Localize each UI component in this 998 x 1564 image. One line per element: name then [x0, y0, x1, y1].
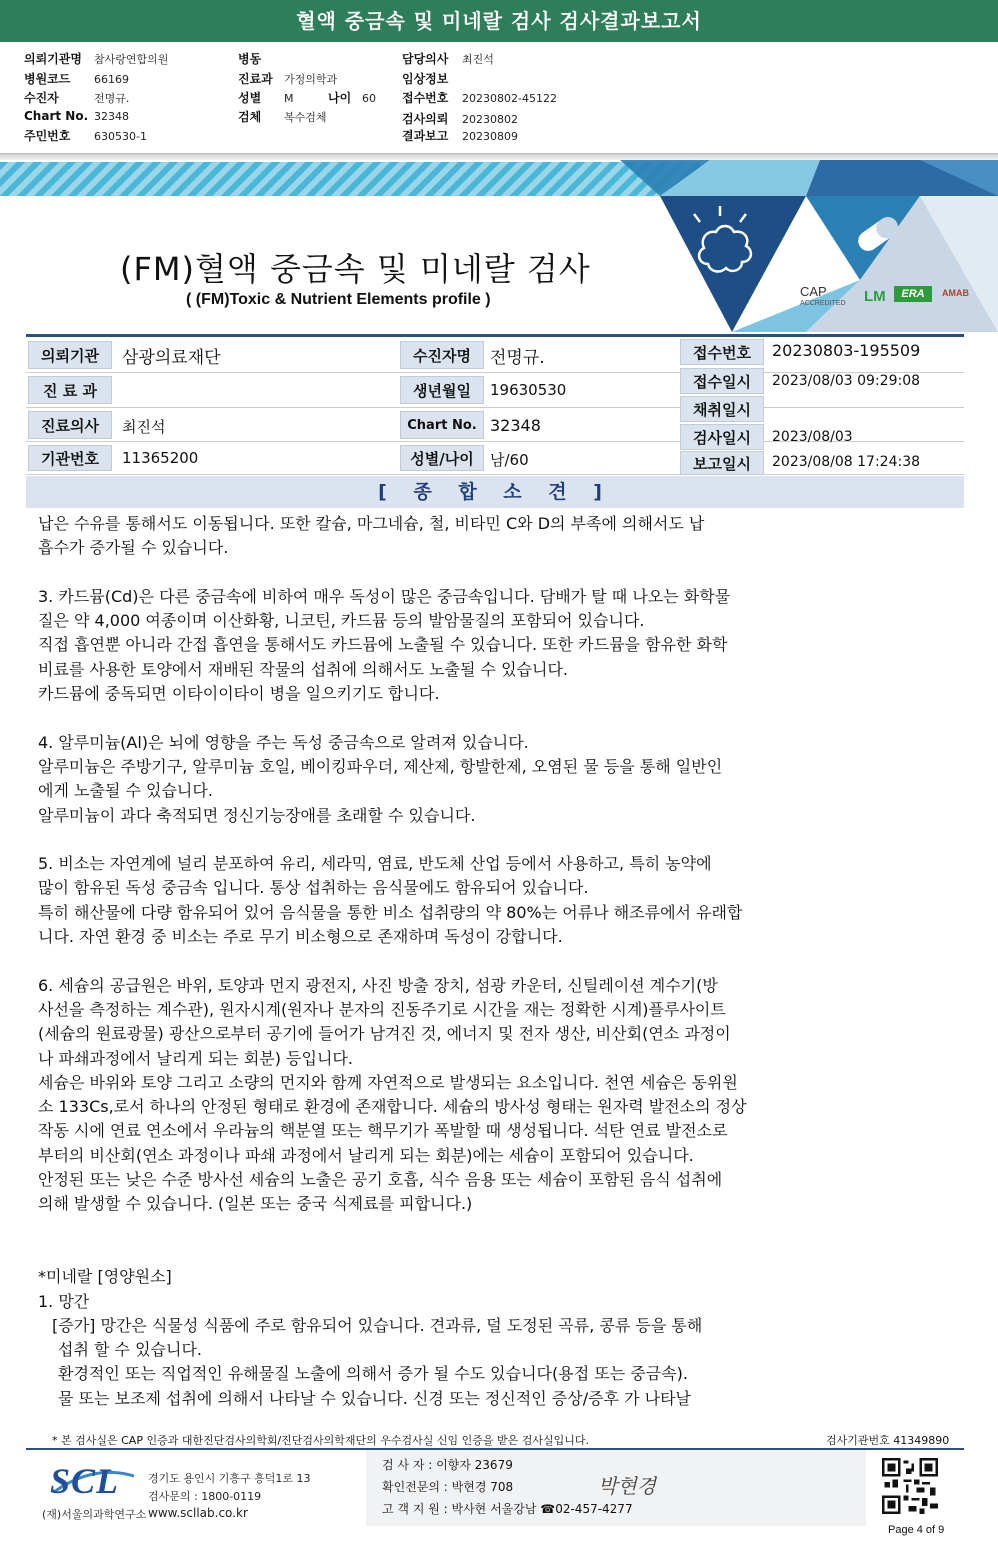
summary-line [38, 1241, 938, 1265]
banner-stripe [0, 162, 700, 196]
report-title: 혈액 중금속 및 미네랄 검사 검사결과보고서 [296, 9, 702, 33]
report-label: 보고일시 [680, 451, 764, 475]
meta-resident: 주민번호 630530-1 [24, 129, 147, 143]
summary-line [38, 561, 938, 585]
test-label: 검사일시 [680, 424, 764, 450]
report-title-bar [0, 0, 998, 42]
summary-line: *미네랄 [영양원소] [38, 1267, 172, 1287]
summary-line: 카드뮴에 중독되면 이타이이타이 병을 일으키기도 합니다. [38, 684, 440, 704]
meta-receipt: 접수번호 20230802-45122 [402, 91, 557, 105]
lm-logo: LM [864, 288, 886, 305]
summary-line: 환경적인 또는 직업적인 유해물질 노출에 의해서 증가 될 수도 있습니다(용접 또는 중금속). [58, 1364, 688, 1384]
summary-line: 비료를 사용한 토양에서 재배된 작물의 섭취에 의해서도 노출될 수 있습니다. [38, 659, 568, 679]
banner-subtitle: ( (FM)Toxic & Nutrient Elements profile ) [186, 291, 491, 308]
doctor-value: 최진석 [122, 418, 166, 436]
page-number: Page 4 of 9 [888, 1524, 945, 1536]
institution-value: 삼광의료재단 [122, 348, 221, 368]
customer-support: 고 객 지 원 : 박사현 서울강남 ☎02-457-4277 [382, 1502, 633, 1516]
summary-line: 소 133Cs,로서 하나의 안정된 형태로 환경에 존재합니다. 세슘의 방사성 형태는 원자력 발전소의 정상 [38, 1097, 747, 1117]
summary-line: 5. 비소는 자연계에 널리 분포하여 유리, 세라믹, 염료, 반도체 산업 등에서 사용하고, 특히 농약에 [38, 854, 712, 874]
cap-logo: CAP [800, 284, 827, 299]
name-label: 수진자명 [400, 341, 484, 369]
institution-label: 의뢰기관 [28, 341, 112, 369]
summary-line: 나 파쇄과정에서 날리게 되는 회분) 등입니다. [38, 1048, 353, 1068]
meta-age: 나이 60 [328, 91, 376, 105]
meta-doctor: 담당의사 최진석 [402, 52, 494, 66]
report-meta [0, 42, 998, 154]
summary-line: 사선을 측정하는 계수관), 원자시계(원자나 분자의 진동주기로 시간을 재는 정확한 시계)플루사이트 [38, 999, 726, 1019]
summary-line: 알루미늄은 주방기구, 알루미늄 호일, 베이킹파우더, 제산제, 항발한제, 오염된 물 등을 통해 일반인 [38, 756, 723, 776]
footer-web-link[interactable]: www.scllab.co.kr [148, 1506, 248, 1520]
summary-line: (세슘의 원료광물) 광산으로부터 공기에 들어가 남겨진 것, 에너지 및 전자 생산, 비산회(연소 과정이 [38, 1024, 731, 1044]
name-value: 전명규. [490, 348, 545, 368]
footer-address: 경기도 용인시 기흥구 흥덕1로 13 [148, 1472, 311, 1485]
meta-patient: 수진자 전명규. [24, 91, 130, 105]
specialist: 확인전문의 : 박현경 708 [382, 1480, 514, 1494]
report-value: 2023/08/08 17:24:38 [772, 454, 921, 470]
receipt-time-label: 접수일시 [680, 368, 764, 394]
meta-hospital-code: 병원코드 66169 [24, 72, 129, 86]
summary-line: 많이 함유된 독성 중금속 입니다. 통상 섭취하는 음식물에도 함유되어 있습니다. [38, 878, 589, 898]
summary-line: 특히 해산물에 다량 함유되어 있어 음식물을 통한 비소 섭취량의 약 80%는 어류나 해조류에서 유래합 [38, 902, 743, 922]
era-logo: ERA [894, 286, 932, 302]
summary-line [38, 706, 938, 730]
tester: 검 사 자 : 이향자 23679 [382, 1458, 513, 1472]
birth-label: 생년월일 [400, 376, 484, 404]
summary-line: 부터의 비산회(연소 과정이나 파쇄 과정에서 날리게 되는 회분)에는 세슘이 포함되어 있습니다. [38, 1145, 694, 1165]
meta-sex: 성별 M [238, 91, 294, 105]
meta-specimen: 검체 복수검체 [238, 110, 327, 124]
summary-line [38, 1217, 938, 1241]
code-label: 기관번호 [28, 445, 112, 471]
meta-ward: 병동 [238, 52, 262, 66]
meta-dept: 진료과 가정의학과 [238, 72, 338, 86]
summary-line: 질은 약 4,000 여종이며 이산화황, 니코틴, 카드뮴 등의 발암물질의 포함되어 있습니다. [38, 611, 645, 631]
birth-value: 19630530 [490, 381, 567, 399]
footer-phone: 검사문의 : 1800-0119 [148, 1490, 262, 1503]
banner-title: (FM)혈액 중금속 및 미네랄 검사 [120, 250, 591, 288]
summary-line: 세슘은 바위와 토양 그리고 소량의 먼지와 함께 자연적으로 발생되는 요소입니다. 천연 세슘은 동위원 [38, 1072, 738, 1092]
chart-label: Chart No. [400, 411, 484, 439]
summary-line: 직접 흡연뿐 아니라 간접 흡연을 통해서도 카드뮴에 노출될 수 있습니다. 또한 카드뮴을 함유한 화학 [38, 635, 728, 655]
sexage-label: 성별/나이 [400, 445, 484, 471]
summary-line: [증가] 망간은 식물성 식품에 주로 함유되어 있습니다. 견과류, 덜 도정된 곡류, 콩류 등을 통해 [52, 1315, 703, 1335]
summary-line: 납은 수유를 통해서도 이동됩니다. 또한 칼슘, 마그네슘, 철, 비타민 C와 D의 부족에 의해서도 납 [38, 514, 705, 533]
summary-heading: [ 종 합 소 견 ] [26, 476, 964, 508]
summary-line: 물 또는 보조제 섭취에 의해서 나타날 수 있습니다. 신경 또는 정신적인 증상/증후 가 나타날 [58, 1388, 692, 1408]
summary-line: 3. 카드뮴(Cd)은 다른 중금속에 비하여 매우 독성이 많은 중금속입니다. 담배가 탈 때 나오는 화학물 [38, 586, 731, 606]
summary-line: 4. 알루미늄(Al)은 뇌에 영향을 주는 독성 중금속으로 알려져 있습니다. [38, 732, 529, 752]
meta-requester: 의뢰기관명 참사랑연합의원 [24, 52, 169, 66]
doctor-label: 진료의사 [28, 411, 112, 439]
receipt-no-label: 접수번호 [680, 339, 764, 365]
patient-info-table [26, 334, 964, 474]
accreditation-logos [798, 284, 994, 314]
summary-line: 알루미늄이 과다 축적되면 정신기능장애를 초래할 수 있습니다. [38, 805, 476, 825]
meta-report-date: 결과보고 20230809 [402, 129, 518, 143]
code-value: 11365200 [122, 449, 199, 467]
summary-line: 니다. 자연 환경 중 비소는 주로 무기 비소형으로 존재하며 독성이 강합니다. [38, 927, 563, 947]
chart-value: 32348 [490, 416, 541, 435]
summary-line: 에게 노출될 수 있습니다. [38, 781, 213, 801]
summary-line: 1. 망간 [38, 1291, 90, 1311]
footer-notice: * 본 검사실은 CAP 인증과 대한진단검사의학회/진단검사의학재단의 우수검사실 신임 인증을 받은 검사실입니다. [52, 1434, 590, 1447]
summary-line [38, 828, 938, 852]
summary-body [38, 512, 938, 1411]
scl-logo: SCL [50, 1461, 120, 1501]
footer-lab-number: 검사기관번호 41349890 [826, 1434, 950, 1447]
qr-code-icon [882, 1458, 938, 1514]
summary-line: 흡수가 증가될 수 있습니다. [38, 538, 229, 558]
sexage-value: 남/60 [490, 451, 529, 469]
summary-line [38, 949, 938, 973]
amab-logo: AMAB [942, 288, 969, 298]
summary-line: 섭취 할 수 있습니다. [58, 1340, 202, 1360]
receipt-no-value: 20230803-195509 [772, 341, 921, 360]
specialist-signature: 박현경 [598, 1474, 656, 1498]
meta-chart: Chart No. 32348 [24, 109, 129, 123]
cap-accredited-text: ACCREDITED [800, 300, 846, 307]
meta-clinical: 임상정보 [402, 72, 449, 86]
scl-org-name: (재)서울의과학연구소 [42, 1508, 147, 1521]
collect-label: 채취일시 [680, 396, 764, 422]
test-value: 2023/08/03 [772, 429, 853, 445]
summary-line: 안정된 또는 낮은 수준 방사선 세슘의 노출은 공기 호흡, 식수 음용 또는 세슘이 포함된 음식 섭취에 [38, 1170, 723, 1190]
summary-line: 6. 세슘의 공급원은 바위, 토양과 먼지 광전지, 사진 방출 장치, 섬광 카운터, 신틸레이션 계수기(방 [38, 975, 718, 995]
summary-line: 의해 발생할 수 있습니다. (일본 또는 중국 식제료를 피합니다.) [38, 1194, 473, 1214]
summary-line: 작동 시에 연료 연소에서 우라늄의 핵분열 또는 핵무기가 폭발할 때 생성됩니다. 석탄 연료 발전소로 [38, 1121, 728, 1141]
meta-request-date: 검사의뢰 20230802 [402, 112, 518, 126]
dept-label: 진 료 과 [28, 376, 112, 404]
receipt-time-value: 2023/08/03 09:29:08 [772, 373, 921, 389]
